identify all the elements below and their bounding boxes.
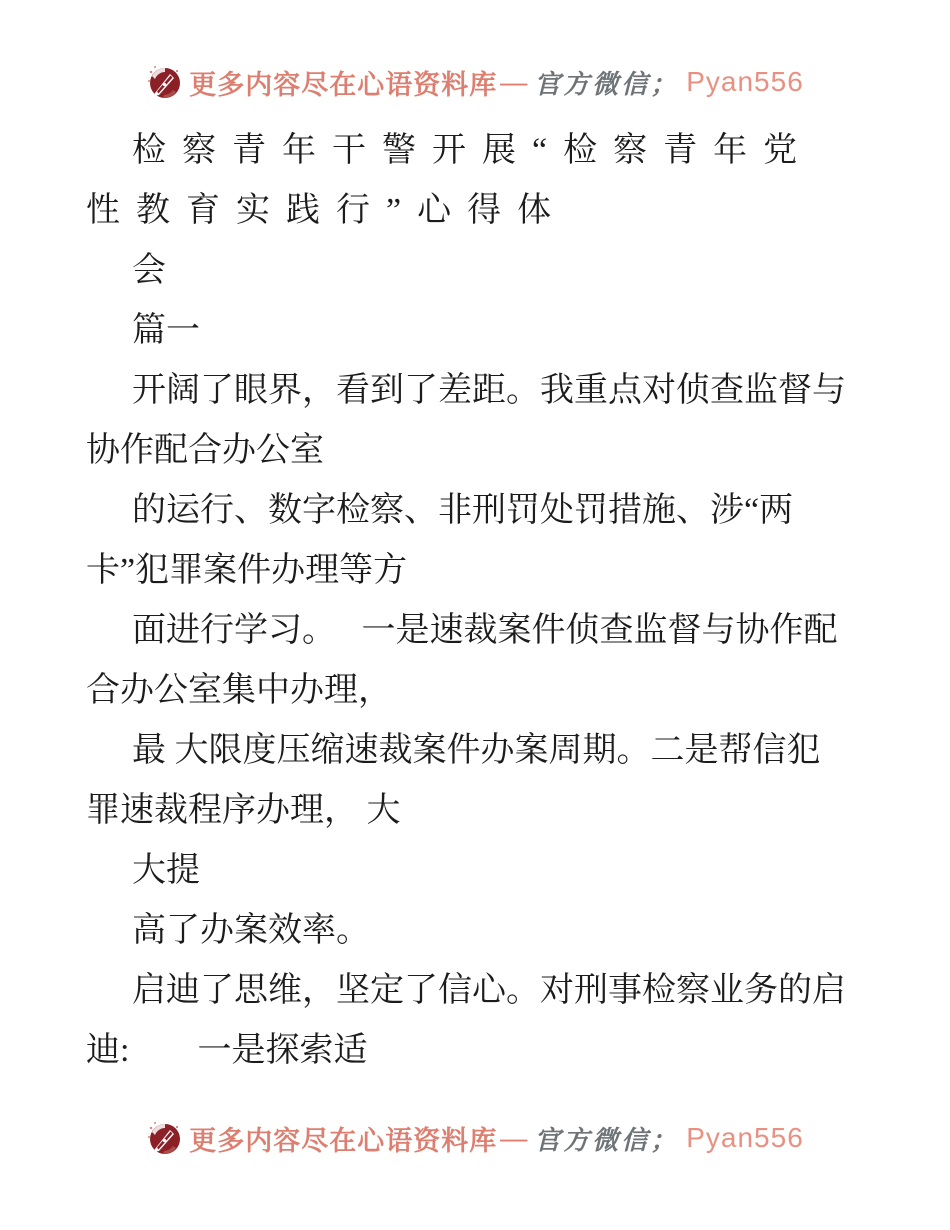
pen-seal-logo-icon xyxy=(146,62,182,102)
watermark-text: 更多内容尽在心语资料库 xyxy=(189,69,498,100)
document-line: 高了办案效率。 xyxy=(132,912,370,949)
document-line: 合办公室集中办理， xyxy=(86,672,392,709)
watermark-wechat-id: Pyan556 xyxy=(686,1122,804,1153)
section-label: 篇一 xyxy=(132,312,200,349)
watermark-channel-label: 官方微信； xyxy=(534,69,680,99)
footer-watermark xyxy=(0,1118,950,1158)
document-line: 大提 xyxy=(132,852,200,889)
watermark-text: 更多内容尽在心语资料库 xyxy=(189,1125,498,1156)
document-line: 开阔了眼界，看到了差距。我重点对侦查监督与 xyxy=(132,372,846,409)
document-body xyxy=(86,121,890,1081)
document-line: 卡”犯罪案件办理等方 xyxy=(86,552,408,589)
title-line-3: 会 xyxy=(132,252,166,289)
document-line: 协作配合办公室 xyxy=(86,432,324,469)
watermark-dash: — xyxy=(500,66,528,97)
document-line: 迪: 一是探索适 xyxy=(86,1032,368,1069)
document-line: 面进行学习。 一是速裁案件侦查监督与协作配 xyxy=(132,612,838,649)
title-line-1: 检察青年干警开展“检察青年党 xyxy=(132,132,814,169)
document-line: 罪速裁程序办理， 大 xyxy=(86,792,401,829)
document-line: 启迪了思维，坚定了信心。对刑事检察业务的启 xyxy=(132,972,846,1009)
watermark-channel-label: 官方微信； xyxy=(534,1125,680,1155)
watermark-dash: — xyxy=(500,1122,528,1153)
document-line: 的运行、数字检察、非刑罚处罚措施、涉“两 xyxy=(132,492,794,529)
watermark-wechat-id: Pyan556 xyxy=(686,66,804,97)
document-line: 最 大限度压缩速裁案件办案周期。二是帮信犯 xyxy=(132,732,821,769)
title-line-2: 性教育实践行”心得体 xyxy=(86,192,568,229)
pen-seal-logo-icon xyxy=(146,1118,182,1158)
header-watermark xyxy=(0,62,950,102)
